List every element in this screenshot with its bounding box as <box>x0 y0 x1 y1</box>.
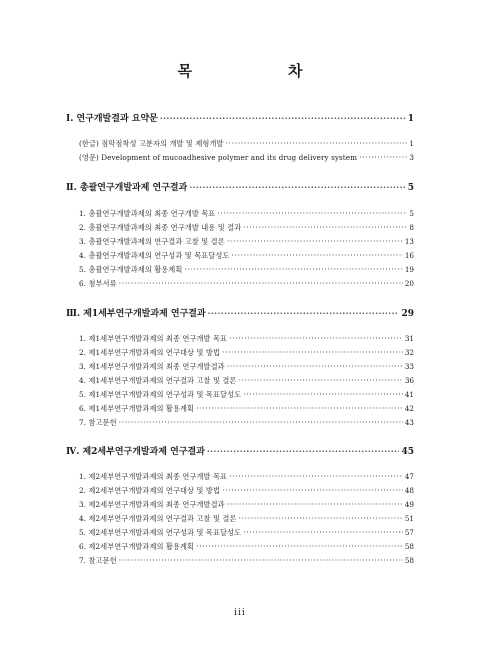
leader-dots <box>243 223 407 232</box>
toc-page-number: 1 <box>409 139 414 148</box>
toc-page-number: 48 <box>404 486 414 495</box>
toc-page-number: 42 <box>404 404 414 413</box>
toc-item-label: 6. 제1세부연구개발과제의 활용계획 <box>79 404 195 413</box>
toc-item-label: 5. 제1세부연구개발과제의 연구성과 및 목표달성도 <box>79 390 242 399</box>
toc-item[interactable] <box>79 556 414 566</box>
toc-item-label: 1. 총괄연구개발과제의 최종 연구개발 목표 <box>79 209 216 218</box>
toc-item-label: (영문) Development of mucoadhesive polymer and its drug delivery system <box>79 153 358 162</box>
toc-page-number: 58 <box>404 542 414 551</box>
page-title: 목 차 <box>177 62 325 80</box>
toc-item-label: 7. 참고문헌 <box>79 418 117 427</box>
toc-item-label: 2. 제2세부연구개발과제의 연구대상 및 방법 <box>79 486 221 495</box>
toc-item-label: 3. 총괄연구개발과제의 연구결과 고찰 및 결론 <box>79 237 225 246</box>
toc-item[interactable] <box>79 390 414 400</box>
leader-dots <box>160 113 406 123</box>
toc-page-number: 3 <box>409 153 414 162</box>
toc-page-number: 58 <box>404 556 414 565</box>
toc-page-number: 57 <box>404 528 414 537</box>
toc-item-label: 1. 제2세부연구개발과제의 최종 연구개발 목표 <box>79 472 228 481</box>
toc-item[interactable] <box>79 404 414 414</box>
toc-item[interactable] <box>79 153 414 163</box>
toc-page-number: 41 <box>404 390 414 399</box>
leader-dots <box>243 390 403 399</box>
leader-dots <box>217 209 407 218</box>
leader-dots <box>227 237 403 246</box>
toc-page-number: 20 <box>404 279 414 288</box>
leader-dots <box>119 279 403 288</box>
toc-section-label: Ⅲ. 제1세부연구개발과제 연구결과 <box>66 309 206 319</box>
toc-section-label: Ⅱ. 총괄연구개발과제 연구결과 <box>66 183 188 193</box>
toc-item[interactable] <box>79 348 414 358</box>
toc-page-number: 31 <box>404 334 414 343</box>
toc-item[interactable] <box>79 472 414 482</box>
leader-dots <box>208 308 400 318</box>
toc-item[interactable] <box>79 251 414 261</box>
toc-item[interactable] <box>79 514 414 524</box>
toc-item[interactable] <box>79 265 414 275</box>
toc-section-4[interactable] <box>66 444 414 457</box>
toc-item-label: 6. 첨부서류 <box>79 279 117 288</box>
toc-item[interactable] <box>79 223 414 233</box>
toc-page-number: 51 <box>404 514 414 523</box>
toc-section-label: Ⅳ. 제2세부연구개발과제 연구결과 <box>66 447 205 457</box>
leader-dots <box>189 182 405 192</box>
leader-dots <box>196 404 403 413</box>
leader-dots <box>207 446 400 456</box>
toc-item-label: 2. 제1세부연구개발과제의 연구대상 및 방법 <box>79 348 221 357</box>
toc-page-number: 45 <box>401 447 414 457</box>
leader-dots <box>231 251 402 260</box>
leader-dots <box>226 139 408 148</box>
toc-item[interactable] <box>79 334 414 344</box>
toc-section-label: Ⅰ. 연구개발결과 요약문 <box>66 114 158 124</box>
toc-item[interactable] <box>79 486 414 496</box>
toc-page-number: 36 <box>404 376 414 385</box>
toc-page-number: 19 <box>404 265 414 274</box>
toc-item[interactable] <box>79 279 414 289</box>
leader-dots <box>184 265 402 274</box>
toc-page-number: 32 <box>404 348 414 357</box>
toc-item[interactable] <box>79 376 414 386</box>
toc-item-label: 4. 총괄연구개발과제의 연구성과 및 목표달성도 <box>79 251 230 260</box>
toc-page-number: 43 <box>404 418 414 427</box>
toc-page-number: 16 <box>404 251 414 260</box>
leader-dots <box>222 486 403 495</box>
toc-page-number: 13 <box>404 237 414 246</box>
toc-item-label: 3. 제2세부연구개발과제의 최종 연구개발결과 <box>79 500 225 509</box>
toc-page-number: 33 <box>404 362 414 371</box>
toc-item-label: 1. 제1세부연구개발과제의 최종 연구개발 목표 <box>79 334 228 343</box>
toc-item[interactable] <box>79 209 414 219</box>
toc-page-number: 49 <box>404 500 414 509</box>
toc-page-number: 8 <box>409 223 414 232</box>
toc-item[interactable] <box>79 362 414 372</box>
toc-item-label: 5. 제2세부연구개발과제의 연구성과 및 목표달성도 <box>79 528 242 537</box>
toc-item[interactable] <box>79 528 414 538</box>
toc-item[interactable] <box>79 500 414 510</box>
toc-page-number: 47 <box>404 472 414 481</box>
leader-dots <box>119 418 403 427</box>
toc-section-2[interactable] <box>66 180 414 193</box>
toc-item-label: 7. 참고문헌 <box>79 556 117 565</box>
toc-section-3[interactable] <box>66 306 414 319</box>
toc-page-number: 5 <box>409 209 414 218</box>
leader-dots <box>119 556 403 565</box>
toc-page-number: 29 <box>401 309 414 319</box>
leader-dots <box>238 514 402 523</box>
leader-dots <box>227 362 403 371</box>
toc-item-label: 5. 총괄연구개발과제의 활용계획 <box>79 265 183 274</box>
leader-dots <box>227 500 403 509</box>
page-number-footer: iii <box>234 608 246 618</box>
toc-item-label: 6. 제2세부연구개발과제의 활용계획 <box>79 542 195 551</box>
toc-item-label: 2. 총괄연구개발과제의 최종 연구개발 내용 및 결과 <box>79 223 242 232</box>
leader-dots <box>196 542 403 551</box>
toc-item[interactable] <box>79 418 414 428</box>
toc-item-label: (한글) 점막점착성 고분자의 개발 및 제형개발 <box>79 139 224 148</box>
leader-dots <box>238 376 402 385</box>
leader-dots <box>222 348 403 357</box>
leader-dots <box>229 334 403 343</box>
leader-dots <box>229 472 403 481</box>
toc-item-label: 4. 제1세부연구개발과제의 연구결과 고찰 및 결론 <box>79 376 237 385</box>
toc-item[interactable] <box>79 237 414 247</box>
toc-item-label: 3. 제1세부연구개발과제의 최종 연구개발결과 <box>79 362 225 371</box>
leader-dots <box>243 528 403 537</box>
leader-dots <box>359 153 407 162</box>
toc-item[interactable] <box>79 139 414 149</box>
toc-item[interactable] <box>79 542 414 552</box>
toc-page-number: 1 <box>407 114 414 124</box>
toc-item-label: 4. 제2세부연구개발과제의 연구결과 고찰 및 결론 <box>79 514 237 523</box>
toc-section-1[interactable] <box>66 111 414 124</box>
toc-page-number: 5 <box>407 183 414 193</box>
